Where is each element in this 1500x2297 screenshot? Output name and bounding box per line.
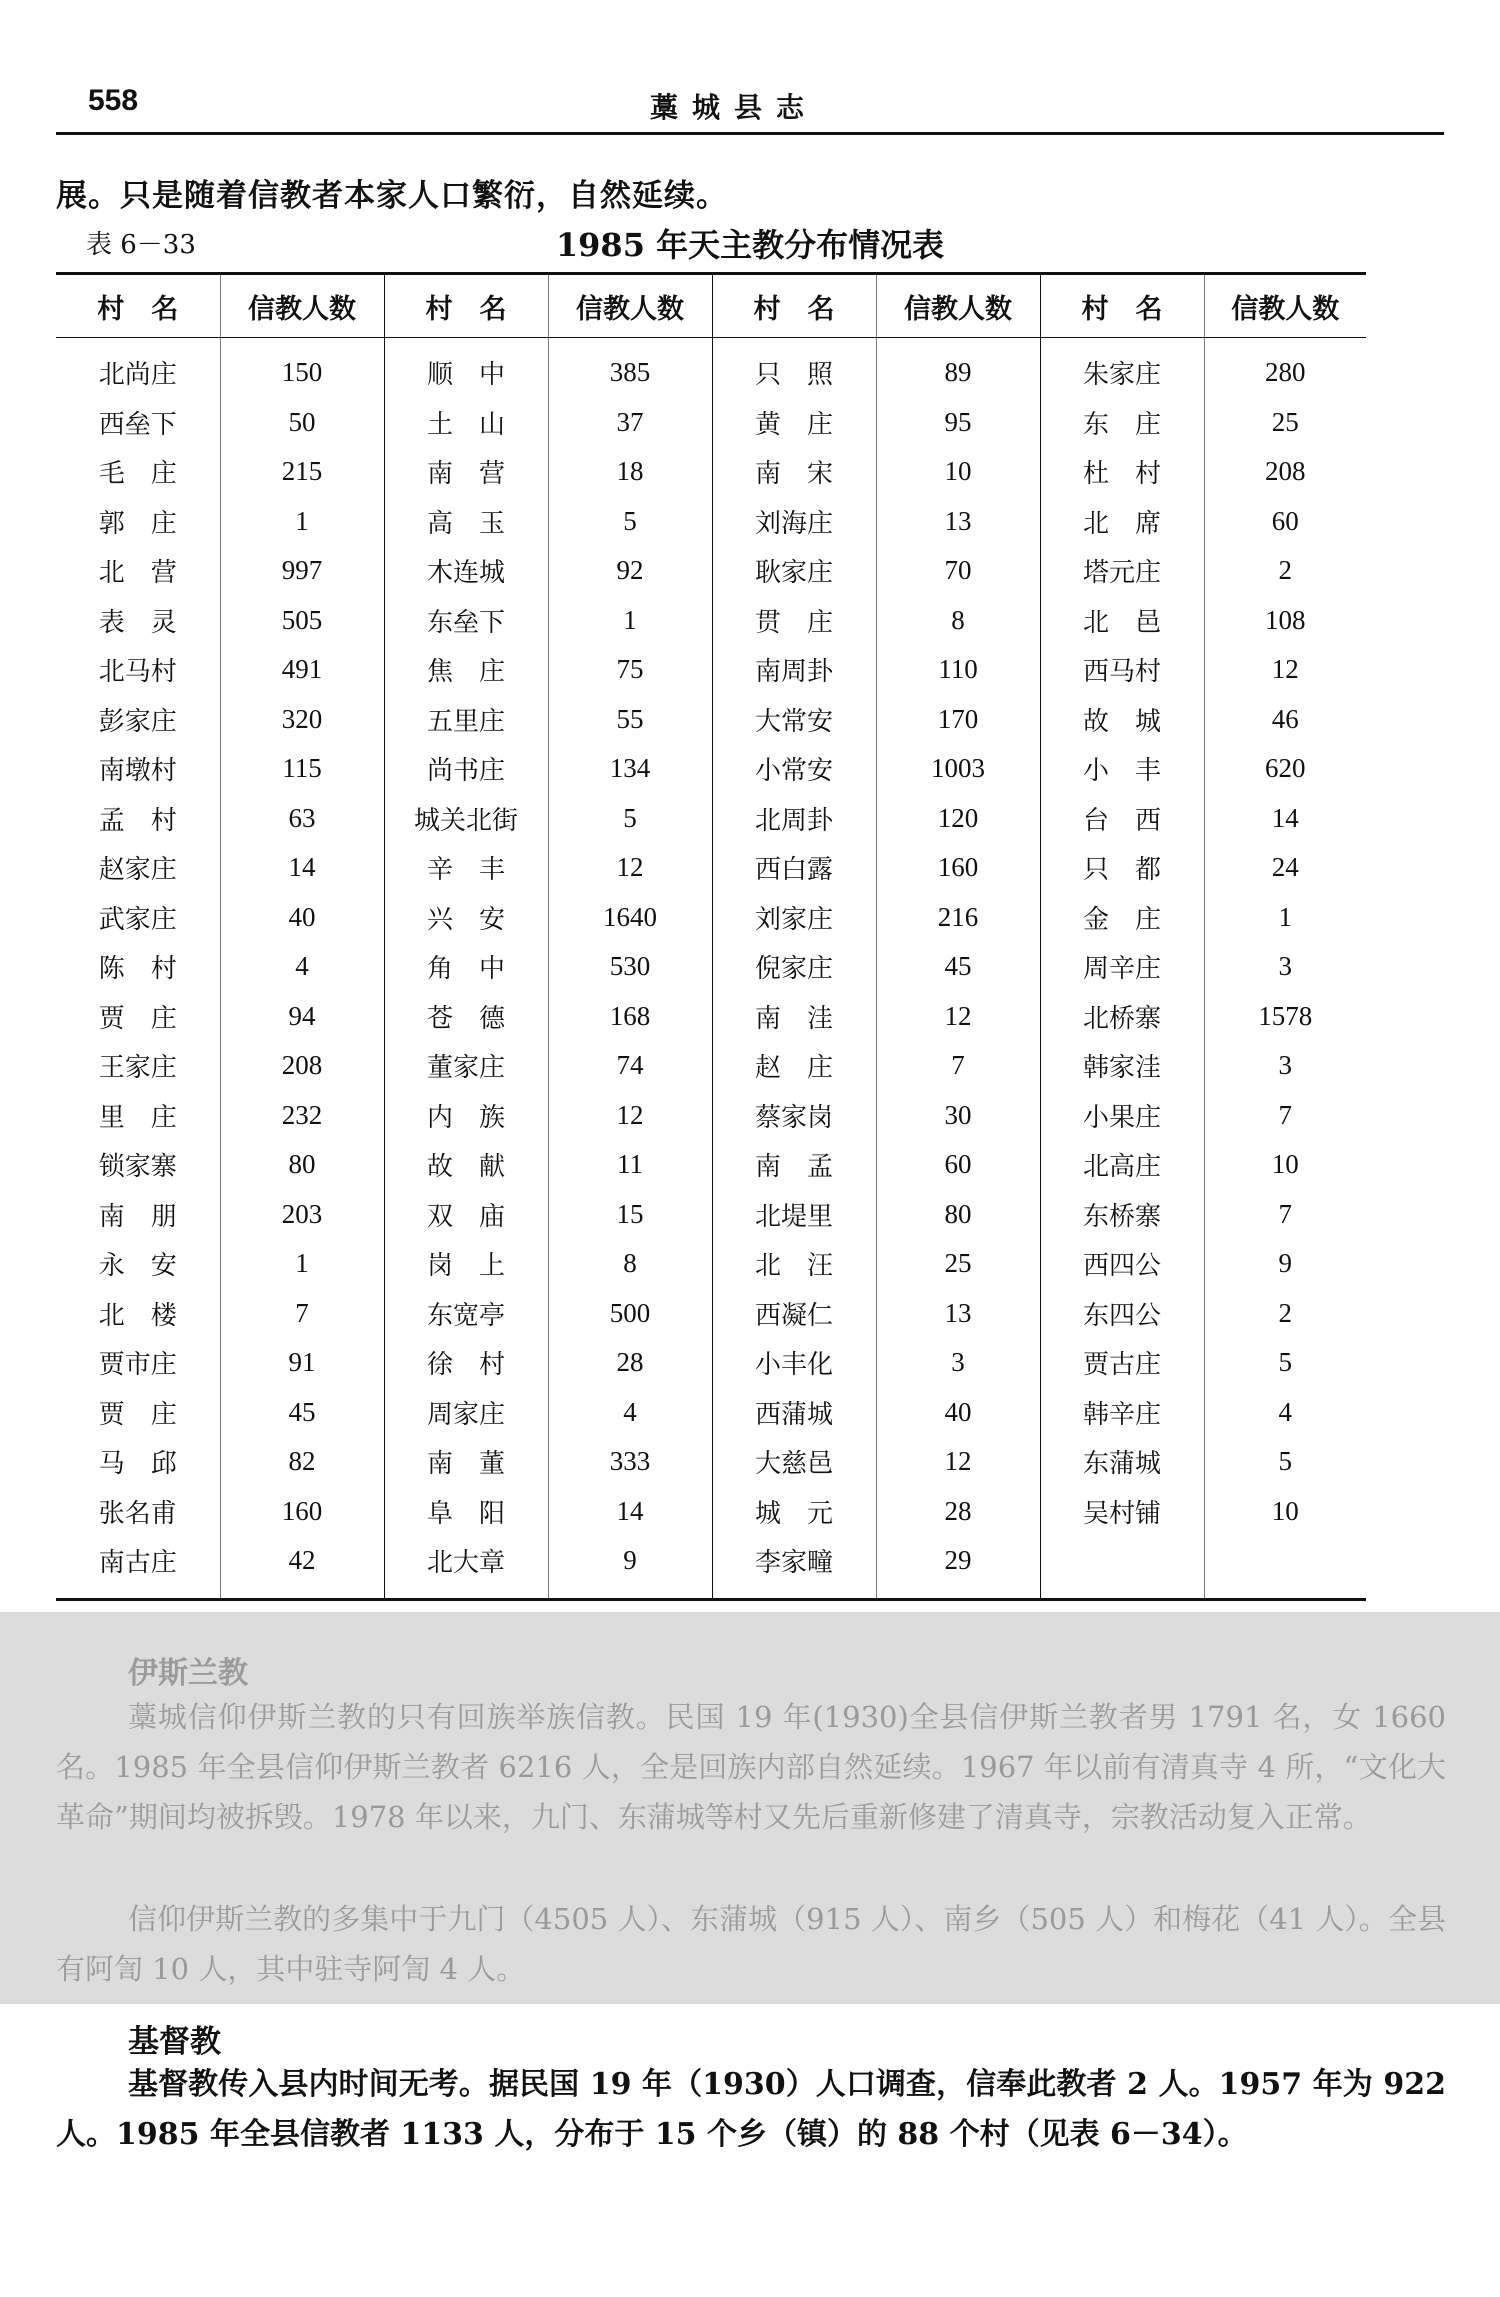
header-believers: 信教人数 xyxy=(876,274,1040,338)
village-name-cell: 北 邑 xyxy=(1040,596,1204,646)
believer-count-cell: 9 xyxy=(1278,1248,1292,1279)
header-believers: 信教人数 xyxy=(220,274,384,338)
believer-count-cell: 1 xyxy=(220,497,384,547)
village-name-cell: 郭 庄 xyxy=(56,497,220,547)
believer-count-cell: 215 xyxy=(220,447,384,497)
table-row xyxy=(56,1239,1366,1289)
village-name-cell: 北 楼 xyxy=(56,1289,220,1339)
table-row xyxy=(56,1091,1366,1141)
village-name-cell: 塔元庄 xyxy=(1040,546,1204,596)
believer-count-cell: 1640 xyxy=(548,893,712,943)
village-name-cell: 北高庄 xyxy=(1040,1140,1204,1190)
table-row xyxy=(56,1140,1366,1190)
village-name-cell: 西四公 xyxy=(1040,1239,1204,1289)
table-row xyxy=(56,1536,1366,1599)
village-name-cell: 尚书庄 xyxy=(384,744,548,794)
village-name-cell: 贾 庄 xyxy=(56,992,220,1042)
believer-count-cell: 80 xyxy=(876,1190,1040,1240)
believer-count-cell: 4 xyxy=(1278,1396,1292,1427)
believer-count-cell: 25 xyxy=(876,1239,1040,1289)
village-name-cell: 东垒下 xyxy=(384,596,548,646)
village-name-cell: 只 照 xyxy=(712,338,876,398)
believer-count-cell: 13 xyxy=(876,1289,1040,1339)
believer-count-cell: 7 xyxy=(1278,1198,1292,1229)
village-name-cell: 台 西 xyxy=(1040,794,1204,844)
table-title: 1985 年天主教分布情况表 xyxy=(555,226,945,264)
village-name-cell: 南周卦 xyxy=(712,645,876,695)
believer-count-cell: 203 xyxy=(220,1190,384,1240)
believer-count-cell: 5 xyxy=(548,497,712,547)
village-name-cell: 张名甫 xyxy=(56,1487,220,1537)
village-name-cell: 城关北街 xyxy=(384,794,548,844)
village-name-cell: 南 营 xyxy=(384,447,548,497)
believer-count-cell: 5 xyxy=(548,794,712,844)
believer-count-cell: 3 xyxy=(1278,951,1292,982)
village-name-cell: 刘海庄 xyxy=(712,497,876,547)
believer-count-cell: 14 xyxy=(220,843,384,893)
believer-count-cell: 3 xyxy=(1278,1050,1292,1081)
header-rule xyxy=(56,132,1444,135)
village-name-cell: 王家庄 xyxy=(56,1041,220,1091)
believer-count-cell: 115 xyxy=(220,744,384,794)
believer-count-cell: 40 xyxy=(220,893,384,943)
table-row xyxy=(56,942,1366,992)
village-name-cell: 韩家洼 xyxy=(1040,1041,1204,1091)
village-name-cell xyxy=(1040,1536,1204,1599)
table-row xyxy=(56,1041,1366,1091)
village-name-cell: 西凝仁 xyxy=(712,1289,876,1339)
believer-count-cell: 11 xyxy=(548,1140,712,1190)
village-name-cell: 小常安 xyxy=(712,744,876,794)
village-name-cell: 李家疃 xyxy=(712,1536,876,1599)
continuation-text: 展。只是随着信教者本家人口繁衍，自然延续。 xyxy=(56,178,728,214)
believer-count-cell: 60 xyxy=(1271,505,1299,536)
table-row xyxy=(56,695,1366,745)
believer-count-cell: 89 xyxy=(876,338,1040,398)
believer-count-cell: 82 xyxy=(220,1437,384,1487)
believer-count-cell: 10 xyxy=(1271,1495,1299,1526)
believer-count-cell: 320 xyxy=(220,695,384,745)
village-name-cell: 五里庄 xyxy=(384,695,548,745)
village-name-cell: 北 汪 xyxy=(712,1239,876,1289)
believer-count-cell: 4 xyxy=(548,1388,712,1438)
believer-count-cell: 10 xyxy=(1271,1149,1299,1180)
table-row xyxy=(56,992,1366,1042)
table-row xyxy=(56,497,1366,547)
believer-count-cell: 9 xyxy=(548,1536,712,1599)
believer-count-cell: 168 xyxy=(548,992,712,1042)
believer-count-cell: 1003 xyxy=(876,744,1040,794)
believer-count-cell: 160 xyxy=(220,1487,384,1537)
believer-count-cell: 150 xyxy=(220,338,384,398)
believer-count-cell: 7 xyxy=(876,1041,1040,1091)
village-name-cell: 表 灵 xyxy=(56,596,220,646)
islam-paragraph-2: 信仰伊斯兰教的多集中于九门（4505 人）、东蒲城（915 人）、南乡（505 人）和梅花（41 人）。全县有阿訇 10 人，其中驻寺阿訇 4 人。 xyxy=(56,1902,1446,1986)
village-name-cell: 木连城 xyxy=(384,546,548,596)
believer-count-cell: 7 xyxy=(1278,1099,1292,1130)
believer-count-cell: 45 xyxy=(220,1388,384,1438)
believer-count-cell: 160 xyxy=(876,843,1040,893)
village-name-cell: 南 孟 xyxy=(712,1140,876,1190)
village-name-cell: 永 安 xyxy=(56,1239,220,1289)
village-name-cell: 东四公 xyxy=(1040,1289,1204,1339)
village-name-cell: 倪家庄 xyxy=(712,942,876,992)
village-name-cell: 西垒下 xyxy=(56,398,220,448)
believer-count-cell: 45 xyxy=(876,942,1040,992)
village-name-cell: 东宽亭 xyxy=(384,1289,548,1339)
christianity-heading: 基督教 xyxy=(128,2024,221,2060)
believer-count-cell: 12 xyxy=(548,1091,712,1141)
header-believers: 信教人数 xyxy=(1204,274,1366,338)
believer-count-cell: 55 xyxy=(548,695,712,745)
christianity-paragraph: 基督教传入县内时间无考。据民国 19 年（1930）人口调查，信奉此教者 2 人。1957 年为 922 人。1985 年全县信教者 1133 人，分布于 15 个乡（镇）的 88 个村（见表 6－34）。 xyxy=(56,2067,1446,2152)
believer-count-cell: 530 xyxy=(548,942,712,992)
table-row xyxy=(56,1190,1366,1240)
village-name-cell: 兴 安 xyxy=(384,893,548,943)
believer-count-cell: 12 xyxy=(1271,654,1299,685)
table-row xyxy=(56,744,1366,794)
header-village: 村 名 xyxy=(56,274,220,338)
table-row xyxy=(56,338,1366,398)
village-name-cell: 南 董 xyxy=(384,1437,548,1487)
believer-count-cell: 1 xyxy=(1278,901,1292,932)
village-name-cell: 武家庄 xyxy=(56,893,220,943)
believer-count-cell: 42 xyxy=(220,1536,384,1599)
believer-count-cell: 1 xyxy=(548,596,712,646)
table-row xyxy=(56,1437,1366,1487)
village-name-cell: 焦 庄 xyxy=(384,645,548,695)
believer-count-cell: 134 xyxy=(548,744,712,794)
table-row xyxy=(56,893,1366,943)
village-name-cell: 周辛庄 xyxy=(1040,942,1204,992)
believer-count-cell: 28 xyxy=(548,1338,712,1388)
village-name-cell: 东桥寨 xyxy=(1040,1190,1204,1240)
distribution-table xyxy=(56,272,1366,1601)
header-village: 村 名 xyxy=(712,274,876,338)
believer-count-cell: 216 xyxy=(876,893,1040,943)
believer-count-cell: 14 xyxy=(548,1487,712,1537)
village-name-cell: 金 庄 xyxy=(1040,893,1204,943)
believer-count-cell: 28 xyxy=(876,1487,1040,1537)
believer-count-cell: 24 xyxy=(1271,852,1299,883)
believer-count-cell: 92 xyxy=(548,546,712,596)
village-name-cell: 西蒲城 xyxy=(712,1388,876,1438)
islam-heading: 伊斯兰教 xyxy=(128,1656,248,1691)
table-row xyxy=(56,546,1366,596)
table-header-row xyxy=(56,274,1366,338)
believer-count-cell: 620 xyxy=(1265,753,1306,784)
village-name-cell: 韩辛庄 xyxy=(1040,1388,1204,1438)
village-name-cell: 周家庄 xyxy=(384,1388,548,1438)
believer-count-cell: 12 xyxy=(548,843,712,893)
village-name-cell: 耿家庄 xyxy=(712,546,876,596)
believer-count-cell: 7 xyxy=(220,1289,384,1339)
believer-count-cell: 12 xyxy=(876,1437,1040,1487)
village-name-cell: 北 席 xyxy=(1040,497,1204,547)
believer-count-cell: 37 xyxy=(548,398,712,448)
believer-count-cell: 4 xyxy=(220,942,384,992)
believer-count-cell: 13 xyxy=(876,497,1040,547)
village-name-cell: 蔡家岗 xyxy=(712,1091,876,1141)
believer-count-cell xyxy=(1204,1536,1366,1599)
village-name-cell: 北尚庄 xyxy=(56,338,220,398)
village-name-cell: 陈 村 xyxy=(56,942,220,992)
believer-count-cell: 12 xyxy=(876,992,1040,1042)
village-name-cell: 孟 村 xyxy=(56,794,220,844)
believer-count-cell: 280 xyxy=(1265,357,1306,388)
village-name-cell: 贯 庄 xyxy=(712,596,876,646)
village-name-cell: 高 玉 xyxy=(384,497,548,547)
village-name-cell: 只 都 xyxy=(1040,843,1204,893)
village-name-cell: 南墩村 xyxy=(56,744,220,794)
village-name-cell: 马 邱 xyxy=(56,1437,220,1487)
believer-count-cell: 46 xyxy=(1271,703,1299,734)
believer-count-cell: 5 xyxy=(1278,1347,1292,1378)
village-name-cell: 城 元 xyxy=(712,1487,876,1537)
believer-count-cell: 2 xyxy=(1278,555,1292,586)
village-name-cell: 贾古庄 xyxy=(1040,1338,1204,1388)
believer-count-cell: 1578 xyxy=(1258,1000,1313,1031)
village-name-cell: 土 山 xyxy=(384,398,548,448)
believer-count-cell: 60 xyxy=(876,1140,1040,1190)
village-name-cell: 西马村 xyxy=(1040,645,1204,695)
village-name-cell: 南古庄 xyxy=(56,1536,220,1599)
village-name-cell: 角 中 xyxy=(384,942,548,992)
believer-count-cell: 30 xyxy=(876,1091,1040,1141)
believer-count-cell: 40 xyxy=(876,1388,1040,1438)
believer-count-cell: 110 xyxy=(876,645,1040,695)
village-name-cell: 贾市庄 xyxy=(56,1338,220,1388)
village-name-cell: 东 庄 xyxy=(1040,398,1204,448)
village-name-cell: 吴村铺 xyxy=(1040,1487,1204,1537)
village-name-cell: 小丰化 xyxy=(712,1338,876,1388)
believer-count-cell: 50 xyxy=(220,398,384,448)
village-name-cell: 内 族 xyxy=(384,1091,548,1141)
village-name-cell: 赵 庄 xyxy=(712,1041,876,1091)
believer-count-cell: 997 xyxy=(220,546,384,596)
believer-count-cell: 94 xyxy=(220,992,384,1042)
believer-count-cell: 208 xyxy=(1265,456,1306,487)
header-village: 村 名 xyxy=(384,274,548,338)
believer-count-cell: 500 xyxy=(548,1289,712,1339)
believer-count-cell: 8 xyxy=(876,596,1040,646)
table-number: 表 6－33 xyxy=(86,230,196,260)
believer-count-cell: 385 xyxy=(548,338,712,398)
believer-count-cell: 75 xyxy=(548,645,712,695)
believer-count-cell: 29 xyxy=(876,1536,1040,1599)
believer-count-cell: 15 xyxy=(548,1190,712,1240)
village-name-cell: 西白露 xyxy=(712,843,876,893)
village-name-cell: 朱家庄 xyxy=(1040,338,1204,398)
village-name-cell: 杜 村 xyxy=(1040,447,1204,497)
running-title: 藁城县志 xyxy=(650,91,819,124)
village-name-cell: 北周卦 xyxy=(712,794,876,844)
table-row xyxy=(56,1487,1366,1537)
believer-count-cell: 232 xyxy=(220,1091,384,1141)
believer-count-cell: 91 xyxy=(220,1338,384,1388)
table-row xyxy=(56,645,1366,695)
village-name-cell: 故 献 xyxy=(384,1140,548,1190)
believer-count-cell: 108 xyxy=(1265,604,1306,635)
header-believers: 信教人数 xyxy=(548,274,712,338)
village-name-cell: 彭家庄 xyxy=(56,695,220,745)
believer-count-cell: 63 xyxy=(220,794,384,844)
believer-count-cell: 10 xyxy=(876,447,1040,497)
believer-count-cell: 2 xyxy=(1278,1297,1292,1328)
village-name-cell: 北马村 xyxy=(56,645,220,695)
table-row xyxy=(56,1338,1366,1388)
village-name-cell: 北桥寨 xyxy=(1040,992,1204,1042)
village-name-cell: 锁家寨 xyxy=(56,1140,220,1190)
village-name-cell: 北堤里 xyxy=(712,1190,876,1240)
village-name-cell: 东蒲城 xyxy=(1040,1437,1204,1487)
village-name-cell: 双 庙 xyxy=(384,1190,548,1240)
believer-count-cell: 25 xyxy=(1271,406,1299,437)
village-name-cell: 里 庄 xyxy=(56,1091,220,1141)
table-row xyxy=(56,1388,1366,1438)
believer-count-cell: 18 xyxy=(548,447,712,497)
table-row xyxy=(56,794,1366,844)
village-name-cell: 毛 庄 xyxy=(56,447,220,497)
believer-count-cell: 74 xyxy=(548,1041,712,1091)
islam-paragraph-1: 藁城信仰伊斯兰教的只有回族举族信教。民国 19 年(1930)全县信伊斯兰教者男 1791 名，女 1660 名。1985 年全县信仰伊斯兰教者 6216 人，全是回族内部自然延续。1967 年以前有清真寺 4 所，“文化大革命”期间均被拆毁。1978 年以来，九门、东蒲城等村又先后重新修建了清真寺，宗教活动复入正常。 xyxy=(56,1700,1446,1834)
village-name-cell: 辛 丰 xyxy=(384,843,548,893)
page-number: 558 xyxy=(88,84,139,117)
table-row xyxy=(56,596,1366,646)
village-name-cell: 大慈邑 xyxy=(712,1437,876,1487)
village-name-cell: 南 洼 xyxy=(712,992,876,1042)
table-row xyxy=(56,1289,1366,1339)
village-name-cell: 刘家庄 xyxy=(712,893,876,943)
village-name-cell: 北 营 xyxy=(56,546,220,596)
village-name-cell: 贾 庄 xyxy=(56,1388,220,1438)
believer-count-cell: 14 xyxy=(1271,802,1299,833)
village-name-cell: 赵家庄 xyxy=(56,843,220,893)
village-name-cell: 北大章 xyxy=(384,1536,548,1599)
village-name-cell: 小果庄 xyxy=(1040,1091,1204,1141)
believer-count-cell: 170 xyxy=(876,695,1040,745)
village-name-cell: 阜 阳 xyxy=(384,1487,548,1537)
believer-count-cell: 120 xyxy=(876,794,1040,844)
village-name-cell: 徐 村 xyxy=(384,1338,548,1388)
believer-count-cell: 1 xyxy=(220,1239,384,1289)
believer-count-cell: 3 xyxy=(876,1338,1040,1388)
believer-count-cell: 491 xyxy=(220,645,384,695)
village-name-cell: 大常安 xyxy=(712,695,876,745)
believer-count-cell: 208 xyxy=(220,1041,384,1091)
believer-count-cell: 333 xyxy=(548,1437,712,1487)
village-name-cell: 黄 庄 xyxy=(712,398,876,448)
believer-count-cell: 95 xyxy=(876,398,1040,448)
believer-count-cell: 80 xyxy=(220,1140,384,1190)
believer-count-cell: 70 xyxy=(876,546,1040,596)
village-name-cell: 岗 上 xyxy=(384,1239,548,1289)
village-name-cell: 南 宋 xyxy=(712,447,876,497)
table-row xyxy=(56,398,1366,448)
village-name-cell: 小 丰 xyxy=(1040,744,1204,794)
table-row xyxy=(56,447,1366,497)
table-row xyxy=(56,843,1366,893)
village-name-cell: 苍 德 xyxy=(384,992,548,1042)
village-name-cell: 董家庄 xyxy=(384,1041,548,1091)
believer-count-cell: 8 xyxy=(548,1239,712,1289)
believer-count-cell: 505 xyxy=(220,596,384,646)
village-name-cell: 南 朋 xyxy=(56,1190,220,1240)
believer-count-cell: 5 xyxy=(1278,1446,1292,1477)
village-name-cell: 顺 中 xyxy=(384,338,548,398)
village-name-cell: 故 城 xyxy=(1040,695,1204,745)
header-village: 村 名 xyxy=(1040,274,1204,338)
